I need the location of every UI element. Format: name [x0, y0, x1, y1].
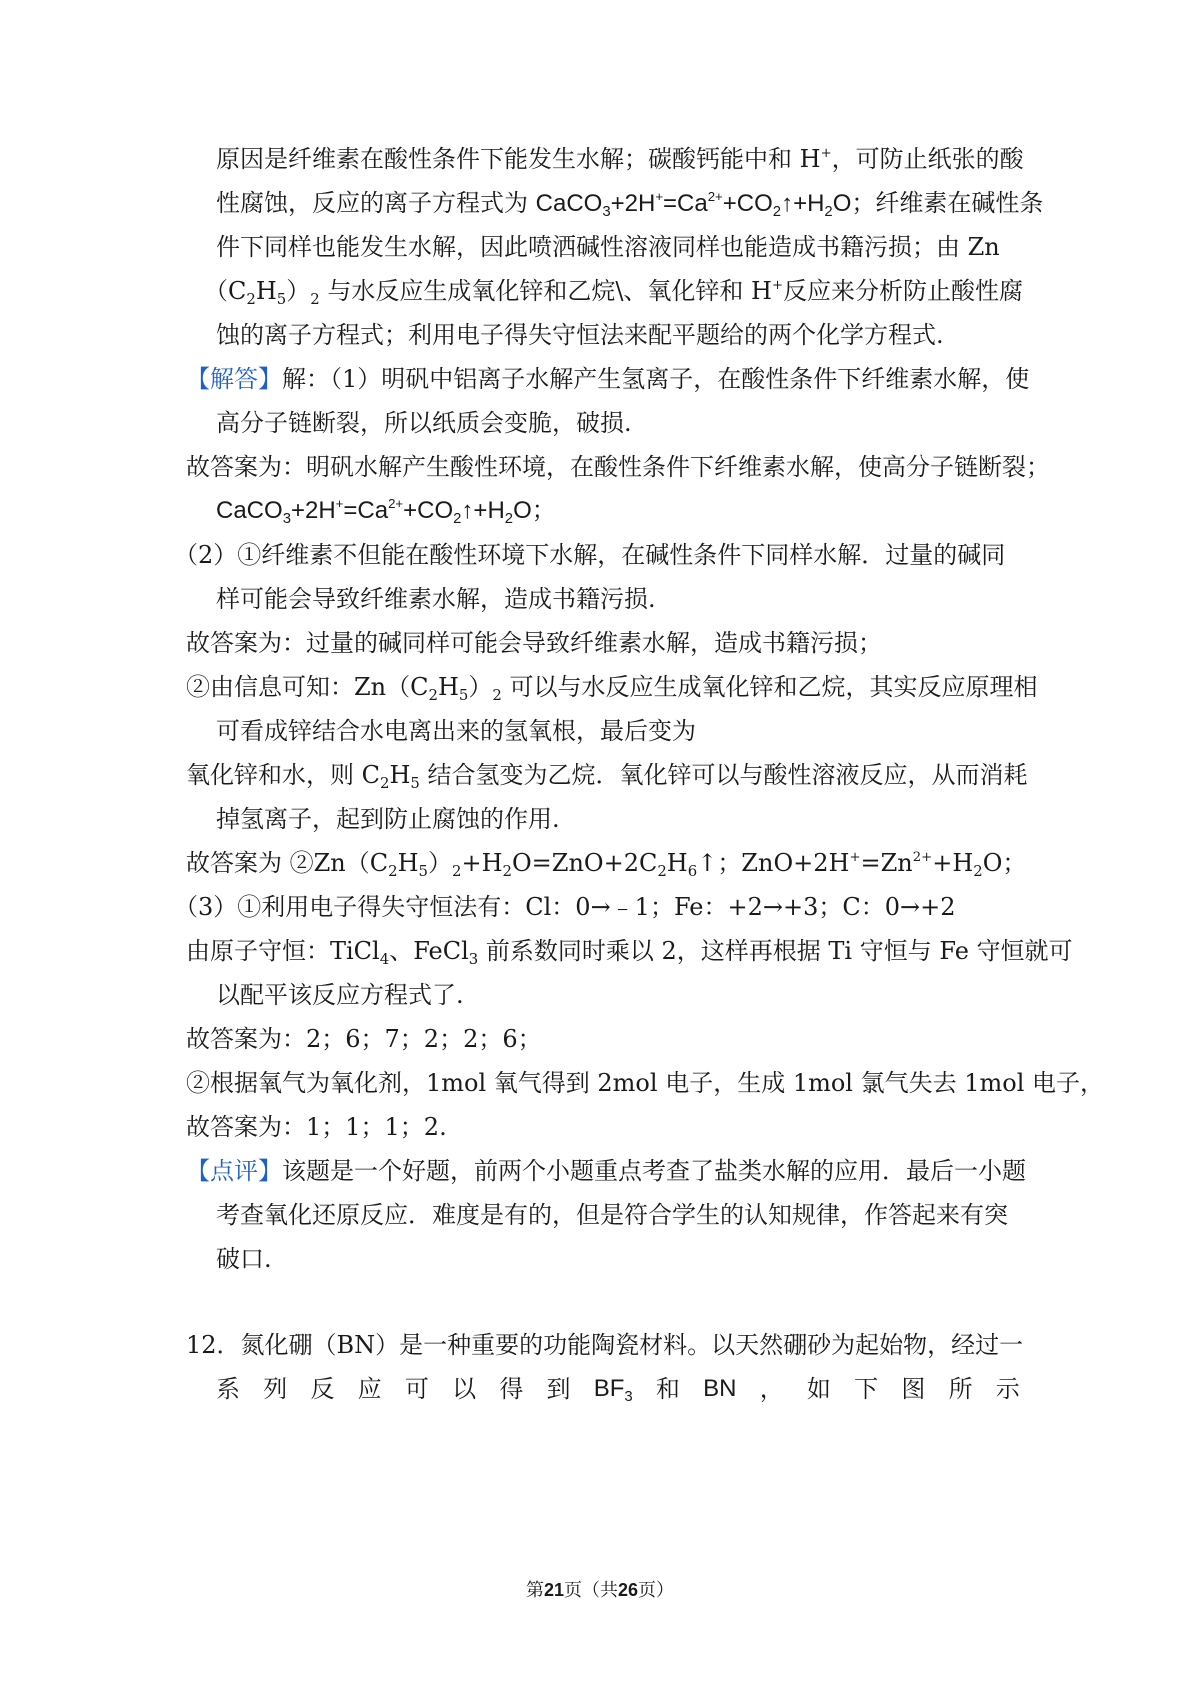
answer-line-22: ②根据氧气为氧化剂，1mol 氧气得到 2mol 电子，生成 1mol 氯气失去 1mol 电子， — [186, 1069, 1105, 1097]
comment-line-25: 考查氧化还原反应．难度是有的，但是符合学生的认知规律，作答起来有突 — [216, 1201, 1008, 1229]
answer-equation-2: 故答案为 $②Zn(C_2H_5)_2+H_2O=ZnO+2C_2H_6↑$；$ZnO+2H^+=Zn^{2+}+H_2O$； — [186, 849, 1027, 880]
ionic-equation: $CaCO_3+2H^+=Ca^{2+}+CO_2↑+H_2O$ — [535, 189, 852, 220]
current-page-number: 21 — [543, 1580, 564, 1600]
question-12-line-2: 系 列 反 应 可 以 得 到 $BF_3$ 和 BN ， 如 下 图 所 示 — [216, 1372, 1020, 1406]
comment-heading-line: 【点评】该题是一个好题，前两个小题重点考查了盐类水解的应用．最后一小题 — [186, 1157, 1026, 1185]
answer-equation-1: $CaCO_3+2H^+=Ca^{2+}+CO_2↑+H_2O$； — [216, 496, 556, 527]
answer-tag: 【解答】 — [186, 365, 282, 393]
answer-line-13: ②由信息可知：$Zn(C_2H_5)_2$ 可以与水反应生成氧化锌和乙烷，其实反应原理相 — [186, 673, 1038, 704]
answer-line-12: 故答案为：过量的碱同样可能会导致纤维素水解，造成书籍污损； — [186, 629, 882, 657]
comment-tag: 【点评】 — [186, 1157, 282, 1185]
answer-line-14: 可看成锌结合水电离出来的氢氧根，最后变为 — [216, 717, 696, 745]
page-footer: 第21页（共26页） — [525, 1580, 675, 1601]
comment-line-26: 破口. — [216, 1245, 272, 1273]
analysis-line-3: 件下同样也能发生水解，因此喷洒碱性溶液同样也能造成书籍污损；由 Zn — [216, 233, 1000, 261]
total-page-count: 26 — [618, 1580, 639, 1600]
answer-line-23: 故答案为：1；1；1；2. — [186, 1113, 447, 1141]
answer-line-20: 以配平该反应方程式了. — [216, 981, 464, 1009]
answer-line-10: （2）①纤维素不但能在酸性环境下水解，在碱性条件下同样水解．过量的碱同 — [174, 541, 1006, 569]
analysis-line-5: 蚀的离子方程式；利用电子得失守恒法来配平题给的两个化学方程式. — [216, 321, 944, 349]
analysis-line-1: 原因是纤维素在酸性条件下能发生水解；碳酸钙能中和 H+，可防止纸张的酸 — [216, 145, 1024, 173]
answer-line-16: 掉氢离子，起到防止腐蚀的作用. — [216, 805, 560, 833]
question-12-line-1: 12．氮化硼（BN）是一种重要的功能陶瓷材料。以天然硼砂为起始物，经过一 — [186, 1331, 1024, 1359]
answer-line-8: 故答案为：明矾水解产生酸性环境，在酸性条件下纤维素水解，使高分子链断裂； — [186, 453, 1050, 481]
answer-line-15: 氧化锌和水，则 $C_2H_5$ 结合氢变为乙烷．氧化锌可以与酸性溶液反应，从而消耗 — [186, 761, 1028, 792]
analysis-line-4: $(C_2H_5)_2$ 与水反应生成氧化锌和乙烷\、氧化锌和 H+反应来分析防止酸性腐 — [204, 277, 1024, 308]
answer-line-7: 高分子链断裂，所以纸质会变脆，破损. — [216, 409, 632, 437]
answer-line-21: 故答案为：2；6；7；2；2；6； — [186, 1025, 542, 1053]
answer-line-19: 由原子守恒：TiCl$_4$、FeCl$_3$ 前系数同时乘以 2，这样再根据 Ti 守恒与 Fe 守恒就可 — [186, 937, 1073, 968]
answer-line-11: 样可能会导致纤维素水解，造成书籍污损. — [216, 585, 656, 613]
analysis-line-2: 性腐蚀，反应的离子方程式为 $CaCO_3+2H^+=Ca^{2+}+CO_2↑+H_2O$；纤维素在碱性条 — [216, 189, 1044, 220]
bf3-formula: $BF_3$ — [593, 1375, 633, 1405]
answer-line-18: （3）①利用电子得失守恒法有：Cl：0→﹣1；Fe：+2→+3；C：0→+2 — [174, 893, 956, 921]
answer-heading-line: 【解答】解：（1）明矾中铝离子水解产生氢离子，在酸性条件下纤维素水解，使 — [186, 365, 1030, 393]
